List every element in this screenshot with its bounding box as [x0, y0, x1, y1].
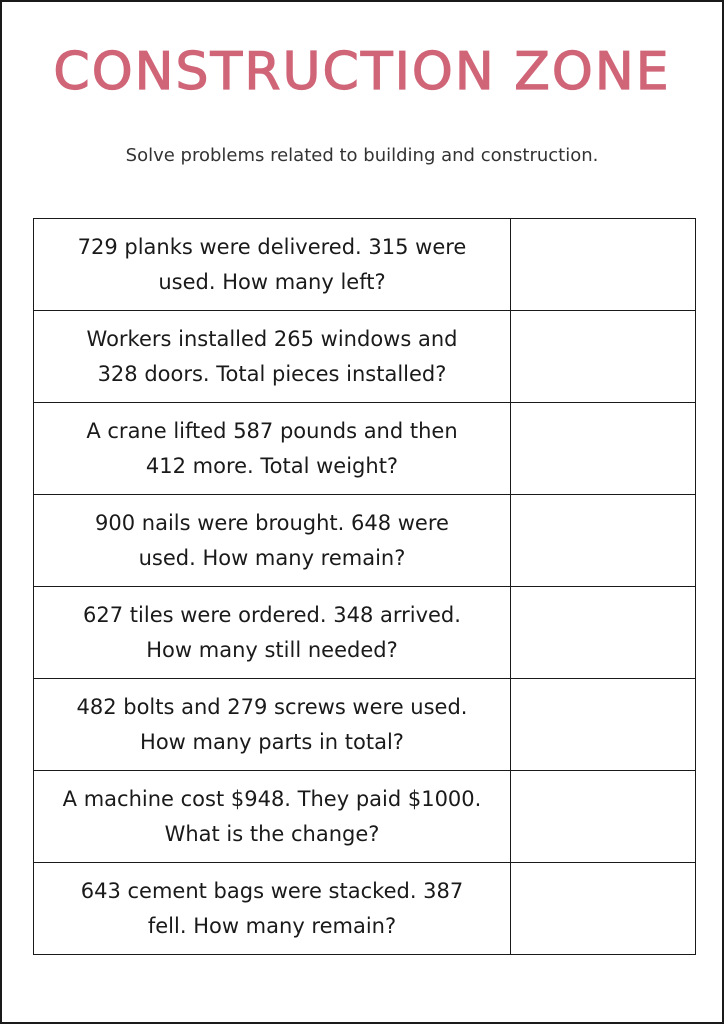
problem-question	[34, 311, 511, 403]
page-title: CONSTRUCTION ZONE	[53, 42, 671, 102]
problem-text-line: 412 more. Total weight?	[145, 453, 399, 478]
problem-text-line: 627 tiles were ordered. 348 arrived.	[83, 602, 461, 627]
problem-text-line: fell. How many remain?	[147, 913, 397, 938]
problem-text-line: A crane lifted 587 pounds and then	[86, 418, 458, 443]
problem-text-line: What is the change?	[164, 821, 380, 846]
problem-text-line: 328 doors. Total pieces installed?	[97, 361, 447, 386]
problems-table	[33, 218, 696, 955]
problem-text-line: A machine cost $948. They paid $1000.	[62, 786, 482, 811]
problem-question	[34, 863, 511, 955]
page-subtitle: Solve problems related to building and construction.	[125, 145, 599, 166]
answer-box[interactable]	[511, 587, 696, 679]
problem-question	[34, 771, 511, 863]
problem-text-line: used. How many remain?	[138, 545, 406, 570]
problem-text-line: How many parts in total?	[140, 729, 404, 754]
problem-row	[34, 311, 696, 403]
problem-question	[34, 495, 511, 587]
problem-question	[34, 219, 511, 311]
problem-text-line: 643 cement bags were stacked. 387	[80, 878, 464, 903]
problem-row	[34, 587, 696, 679]
problem-text-line: 482 bolts and 279 screws were used.	[76, 694, 468, 719]
problem-question	[34, 587, 511, 679]
problem-row	[34, 495, 696, 587]
answer-box[interactable]	[511, 311, 696, 403]
answer-box[interactable]	[511, 771, 696, 863]
answer-box[interactable]	[511, 219, 696, 311]
problem-row	[34, 863, 696, 955]
problem-question	[34, 679, 511, 771]
problem-text-line: used. How many left?	[158, 269, 386, 294]
problem-text-line: How many still needed?	[146, 637, 398, 662]
problem-row	[34, 219, 696, 311]
answer-box[interactable]	[511, 679, 696, 771]
problem-row	[34, 679, 696, 771]
problem-text-line: Workers installed 265 windows and	[86, 326, 458, 351]
problem-text-line: 729 planks were delivered. 315 were	[77, 234, 467, 259]
answer-box[interactable]	[511, 495, 696, 587]
answer-box[interactable]	[511, 403, 696, 495]
problem-row	[34, 403, 696, 495]
problem-row	[34, 771, 696, 863]
problem-text-line: 900 nails were brought. 648 were	[95, 510, 449, 535]
problem-question	[34, 403, 511, 495]
answer-box[interactable]	[511, 863, 696, 955]
